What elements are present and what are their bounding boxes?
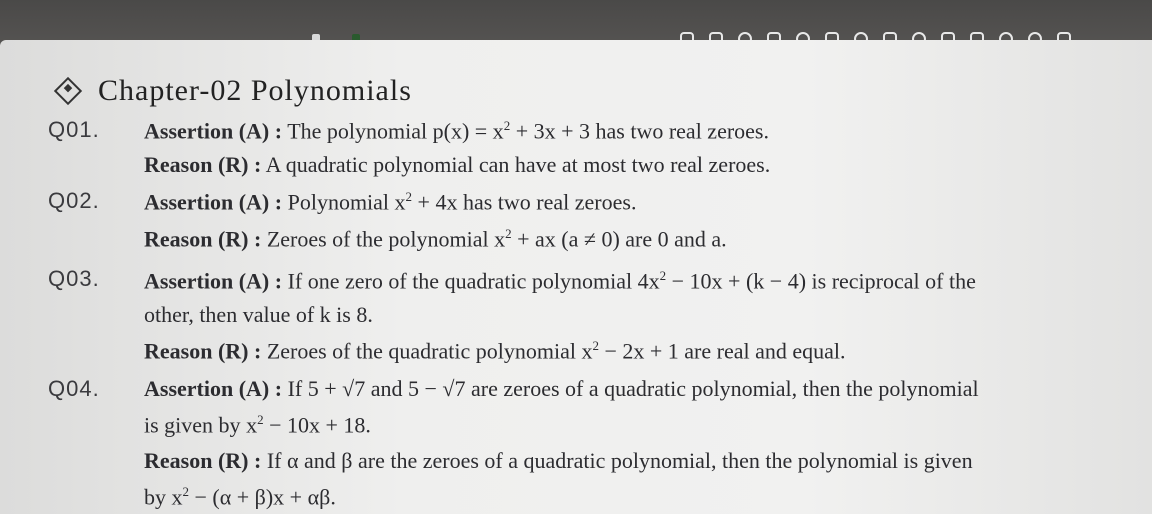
question-number: Q04. — [48, 376, 100, 401]
q3-assertion: Assertion (A) : If one zero of the quadratic polynomial $4x^2 - 10x + (k - 4)$ is reciprocal of the — [144, 268, 976, 294]
assertion-label: Assertion (A) : — [144, 118, 283, 144]
q4-reason-continued: by $x^2 - (\alpha + \beta)x + \alpha\beta$. — [144, 484, 336, 510]
title-row — [58, 74, 412, 108]
question-number: Q03. — [48, 266, 100, 291]
q4-reason: Reason (R) : If α and β are the zeroes of a quadratic polynomial, then the polynomial is given — [144, 448, 973, 473]
q3-assertion-continued: other, then value of k is 8. — [144, 302, 373, 327]
q4-assertion: Assertion (A) : If 5 + √7 and 5 − √7 are zeroes of a quadratic polynomial, then the polynomial — [144, 376, 979, 401]
assertion-label: Assertion (A) : — [144, 268, 283, 294]
q2-assertion: Assertion (A) : Polynomial $x^2 + 4x$ has two real zeroes. — [144, 189, 637, 215]
q4-assertion-continued: is given by $x^2 - 10x + 18$. — [144, 412, 371, 438]
reason-label: Reason (R) : — [144, 448, 262, 473]
question-number: Q01. — [48, 117, 100, 142]
diamond-bullet-icon — [54, 77, 82, 105]
reason-label: Reason (R) : — [144, 226, 262, 252]
assertion-label: Assertion (A) : — [144, 376, 283, 401]
q1-assertion: Assertion (A) : The polynomial $p(x) = x^2 + 3x + 3$ has two real zeroes. — [144, 118, 769, 144]
page-title: Chapter-02 Polynomials — [98, 74, 412, 107]
q3-reason: Reason (R) : Zeroes of the quadratic polynomial $x^2 - 2x + 1$ are real and equal. — [144, 338, 846, 364]
q2-reason: Reason (R) : Zeroes of the polynomial $x^2$ + ax (a ≠ 0) are 0 and a. — [144, 226, 727, 252]
q1-reason: Reason (R) : A quadratic polynomial can have at most two real zeroes. — [144, 152, 771, 177]
reason-label: Reason (R) : — [144, 338, 262, 364]
assertion-label: Assertion (A) : — [144, 189, 283, 215]
question-number: Q02. — [48, 188, 100, 213]
reason-label: Reason (R) : — [144, 152, 262, 177]
